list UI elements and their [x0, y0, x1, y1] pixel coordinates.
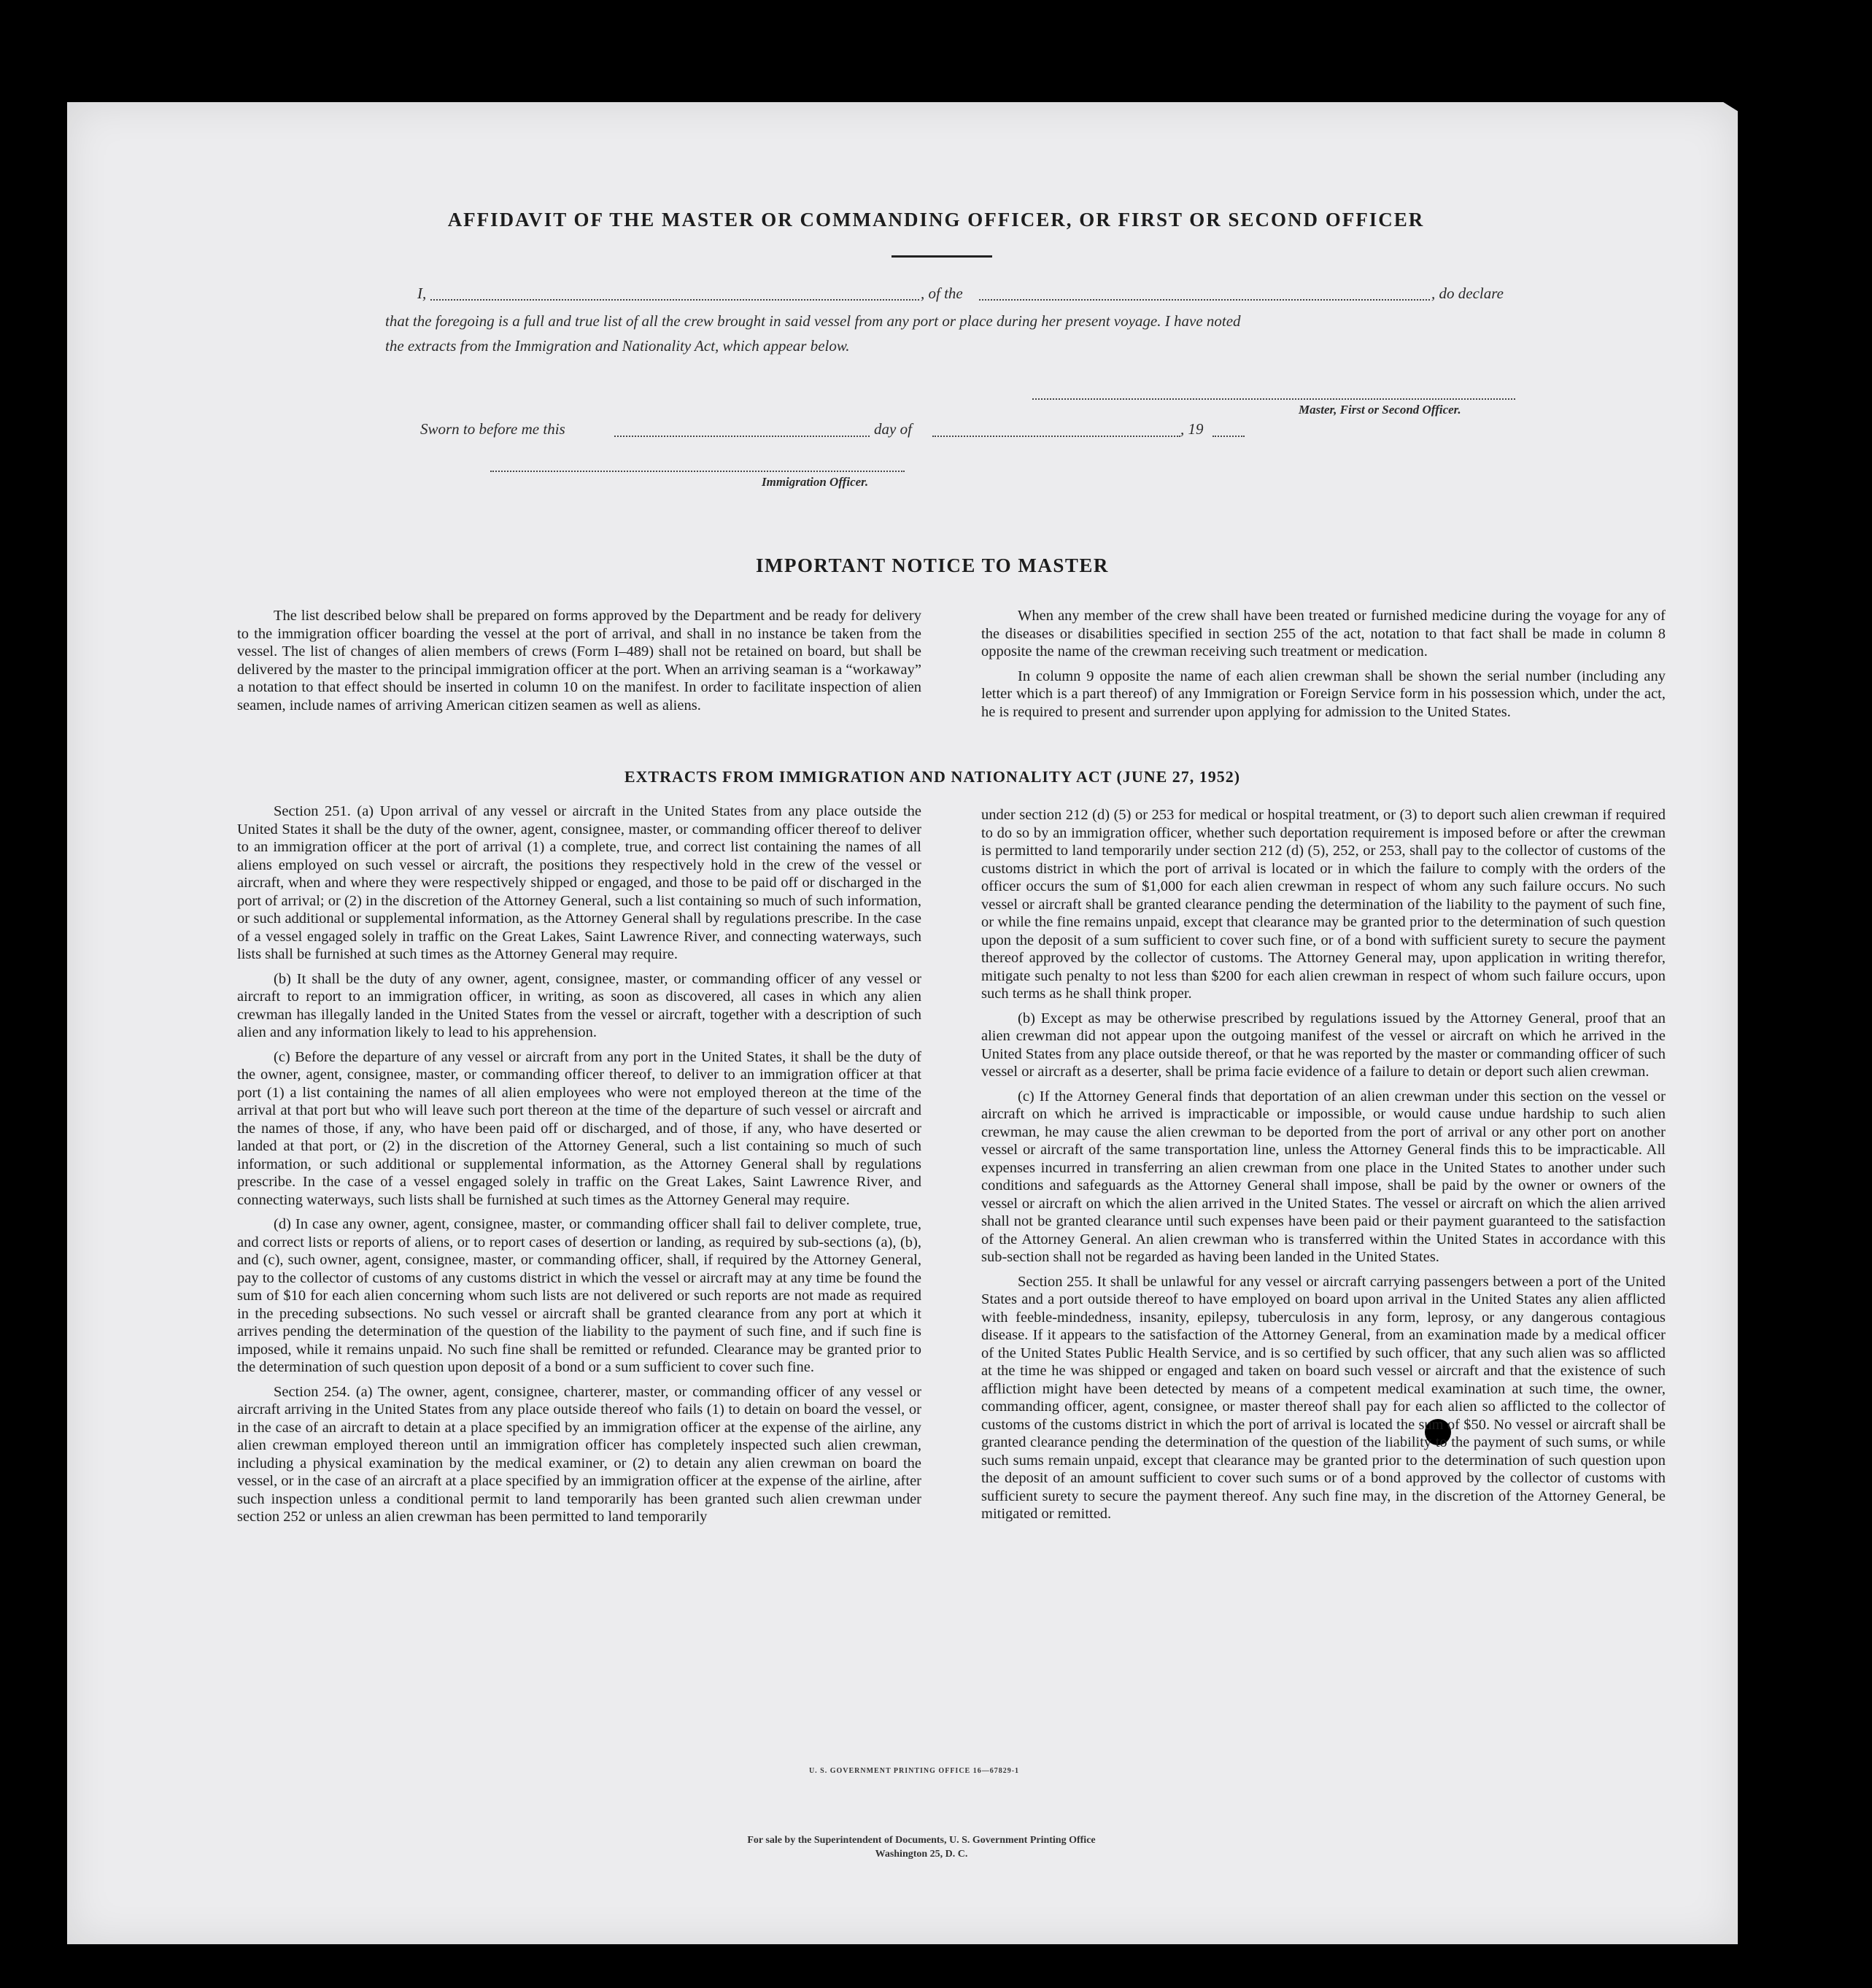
section-251-d: (d) In case any owner, agent, consignee, master, or commanding officer shall fail to deliver complete, true, and correct lists or reports of aliens, or to report cases of desertion or landing, as required by sub-sections (a), (b), and (c), such owner, agent, consignee, master, or commanding officer, shall, if required by the Attorney General, pay to the collector of customs of any customs district in which the vessel or aircraft may at any time be found the sum of $10 for each alien concerning whom such lists are not delivered or such reports are not made as required in the preceding subsections. No such vessel or aircraft shall be granted clearance from any port at which it arrives pending the determination of the question of the liability to the payment of such fine, and if such fine is imposed, while it remains unpaid. No such fine shall be remitted or refunded. Clearance may be granted prior to the determination of such question upon deposit of a bond or a sum sufficient to cover such fine. [237, 1216, 921, 1375]
notice-right-paragraph-2: In column 9 opposite the name of each alien crewman shall be shown the serial number (including any letter which is a part thereof) of any Immigration or Foreign Service form in his possession which, under the act, he is required to present and surrender upon applying for admission to the United States. [981, 668, 1666, 720]
notice-right-paragraph-1: When any member of the crew shall have been treated or furnished medicine during the voyage for any of the diseases or disabilities specified in section 255 of the act, notation to that fact shall be made in column 8 opposite the name of the crewman receiving such treatment or medication. [981, 608, 1666, 660]
section-254-c: (c) If the Attorney General finds that deportation of an alien crewman under this section on the vessel or aircraft on which he arrived is impracticable or impossible, or would cause undue hardship to such alien crewman, he may cause the alien crewman to be deported from the port of arrival or any other port on another vessel or aircraft of the same transportation line, unless the Attorney General finds this to be impracticable. All expenses incurred in transferring an alien crewman from one place in the United States to another under such conditions and safeguards as the Attorney General shall impose, shall be paid by the owner or owners of the vessel or aircraft on which the alien arrived in the United States. The vessel or aircraft on which the alien arrived shall not be granted clearance until such expenses have been paid or their payment guaranteed to the satisfaction of the Attorney General. An alien crewman who is transferred within the United States in accordance with this sub-section shall not be regarded as having been landed in the United States. [981, 1088, 1666, 1265]
signature-field[interactable] [1032, 398, 1515, 400]
section-255: Section 255. It shall be unlawful for any vessel or aircraft carrying passengers between a port of the United States and a port outside thereof to have employed on board upon arrival in the United States any alien afflicted with feeble-mindedness, insanity, epilepsy, tuberculosis in any form, leprosy, or any dangerous contagious disease. If it appears to the satisfaction of the Attorney General, from an examination made by a medical officer of the United States Public Health Service, and is so certified by such officer, that any such alien was so afflicted at the time he was shipped or engaged and taken on board such vessel or aircraft and that the existence of such affliction might have been detected by means of a competent medical examination at such time, the owner, commanding officer, agent, consignee, or master thereof shall pay for each alien so afflicted to the collector of customs of the customs district in which the port of arrival is located the sum of $50. No vessel or aircraft shall be granted clearance pending the determination of the question of the liability to the payment of such sums, or while such sums remain unpaid, except that clearance may be granted prior to the determination of such question upon the deposit of an amount sufficient to cover such sums or of a bond approved by the collector of customs with sufficient surety to secure the payment thereof. Any such fine may, in the discretion of the Attorney General, be mitigated or remitted. [981, 1273, 1666, 1522]
section-254-a-continued: under section 212 (d) (5) or 253 for medical or hospital treatment, or (3) to deport such alien crewman if required to do so by an immigration officer, whether such deportation requirement is imposed before or after the crewman is permitted to land temporarily under section 212 (d) (5), 252, or 253, shall pay to the collector of customs of the customs district in which the port of arrival is located or in which the failure to comply with the orders of the officer occurs the sum of $1,000 for each alien crewman in respect of whom any such failure occurs. No such vessel or aircraft shall be granted clearance pending the determination of the liability to the payment of such fine, or while the fine remains unpaid, except that clearance may be granted prior to the determination of such question upon the deposit of a sum sufficient to cover such fine, or of a bond with sufficient surety to secure the payment thereof approved by the collector of customs. The Attorney General may, upon application in writing therefor, mitigate such penalty to not less than $200 for each alien crewman in respect of whom such failure occurs, upon such terms as he shall think proper. [981, 807, 1666, 1002]
notice-right-column [981, 607, 1666, 727]
year-prefix-label: , 19 [1180, 420, 1204, 438]
affidavit-line-3: the extracts from the Immigration and Nationality Act, which appear below. [385, 337, 850, 355]
title-underline [891, 255, 992, 258]
extracts-right-column [981, 806, 1666, 1530]
address-line: Washington 25, D. C. [875, 1849, 968, 1860]
extracts-title: EXTRACTS FROM IMMIGRATION AND NATIONALITY ACT (JUNE 27, 1952) [624, 767, 1241, 786]
officer-signature-field[interactable] [490, 471, 905, 472]
sworn-month-field[interactable] [932, 436, 1180, 437]
punch-hole [1765, 1796, 1795, 1825]
printer-line: U. S. GOVERNMENT PRINTING OFFICE 16—67829-1 [808, 1767, 1020, 1775]
sworn-year-field[interactable] [1212, 436, 1245, 437]
affidavit-i-label: I, [417, 285, 427, 302]
vessel-field[interactable] [979, 299, 1430, 301]
notice-left-column [237, 607, 921, 721]
signature-caption: Master, First or Second Officer. [1299, 403, 1461, 417]
section-254-b: (b) Except as may be otherwise prescribed by regulations issued by the Attorney General, proof that an alien crewman did not appear upon the outgoing manifest of the vessel or aircraft on which he arrived in the United States from any place outside thereof, or that he was reported by the master or commanding officer of such vessel or aircraft as a deserter, shall be prima facie evidence of a failure to detain or deport such alien crewman. [981, 1010, 1666, 1080]
section-251-b: (b) It shall be the duty of any owner, agent, consignee, master, or commanding officer of any vessel or aircraft to report to an immigration officer, in writing, as soon as discovered, all cases in which any alien crewman has illegally landed in the United States from the vessel or aircraft, together with a description of such alien and any information likely to lead to his apprehension. [237, 970, 921, 1040]
sworn-day-field[interactable] [614, 436, 870, 437]
day-of-label: day of [874, 420, 912, 438]
name-field[interactable] [430, 299, 919, 301]
punch-hole [1770, 1324, 1799, 1353]
punch-hole [1770, 392, 1799, 422]
affidavit-declare-label: , do declare [1431, 285, 1504, 302]
section-254-a: Section 254. (a) The owner, agent, consignee, charterer, master, or commanding officer of any vessel or aircraft arriving in the United States from any place outside thereof who fails (1) to detain on board the vessel, or in the case of an aircraft to detain at a place specified by an immigration officer at the expense of the airline, any alien crewman employed thereon until an immigration officer has completely inspected such alien crewman, including a physical examination by the medical examiner, or (2) to detain any alien crewman on board the vessel, or in the case of an aircraft at a place specified by an immigration officer at the expense of the airline, after such inspection unless a conditional permit to land temporarily has been granted such alien crewman under section 252 or unless an alien crewman has been permitted to land temporarily [237, 1383, 921, 1525]
section-251-a: Section 251. (a) Upon arrival of any vessel or aircraft in the United States from any place outside the United States it shall be the duty of the owner, agent, consignee, master, or commanding officer thereof to deliver to an immigration officer at the port of arrival (1) a complete, true, and correct list containing the names of all aliens employed on such vessel or aircraft, the positions they respectively hold in the crew of the vessel or aircraft, when and where they were respectively shipped or engaged, and those to be paid off or discharged in the port of arrival; or (2) in the discretion of the Attorney General, such a list containing so much of such information, or such additional or supplemental information, as the Attorney General shall by regulations prescribe. In the case of a vessel engaged solely in traffic on the Great Lakes, Saint Lawrence River, and connecting waterways, such lists shall be furnished at such times as the Attorney General may require. [237, 803, 921, 962]
officer-caption: Immigration Officer. [762, 475, 869, 489]
punch-hole [1767, 295, 1796, 325]
affidavit-of-the-label: , of the [921, 285, 963, 302]
sale-line: For sale by the Superintendent of Documents, U. S. Government Printing Office [747, 1835, 1096, 1846]
section-251-c: (c) Before the departure of any vessel or aircraft from any port in the United States, it shall be the duty of the owner, agent, consignee, master, or commanding officer thereof, to deliver to an immigration officer at that port (1) a list containing the names of all alien employees who were not employed thereon at the time of the arrival at that port but who will leave such port thereon at the time of the departure of such vessel or aircraft and the names of those, if any, who have been paid off or discharged, and of those, if any, who have deserted or landed at that port, or (2) in the discretion of the Attorney General, such a list containing so much of such information, or such additional or supplemental information, as the Attorney General shall by regulations prescribe. In the case of a vessel engaged solely in traffic on the Great Lakes, Saint Lawrence River, and connecting waterways, such lists shall be furnished at such times as the Attorney General may require. [237, 1048, 921, 1208]
affidavit-line-2: that the foregoing is a full and true list of all the crew brought in said vessel from any port or place during her present voyage. I have noted [385, 312, 1241, 330]
punch-hole [1767, 1703, 1796, 1733]
notice-title: IMPORTANT NOTICE TO MASTER [756, 554, 1109, 576]
notice-left-paragraph: The list described below shall be prepared on forms approved by the Department and be ready for delivery to the immigration officer boarding the vessel at the port of arrival, and shall in no instance be taken from the vessel. The list of changes of alien members of crews (Form I–489) shall not be retained on board, but shall be delivered by the master to the principal immigration officer at the port. When an arriving seaman is a “workaway” a notation to that effect should be inserted in column 10 on the manifest. In order to facilitate inspection of alien seamen, include names of arriving American citizen seamen as well as aliens. [237, 608, 921, 713]
extracts-left-column [237, 802, 921, 1533]
affidavit-title: AFFIDAVIT OF THE MASTER OR COMMANDING OFFICER, OR FIRST OR SECOND OFFICER [447, 209, 1425, 231]
sworn-label: Sworn to before me this [420, 420, 565, 438]
